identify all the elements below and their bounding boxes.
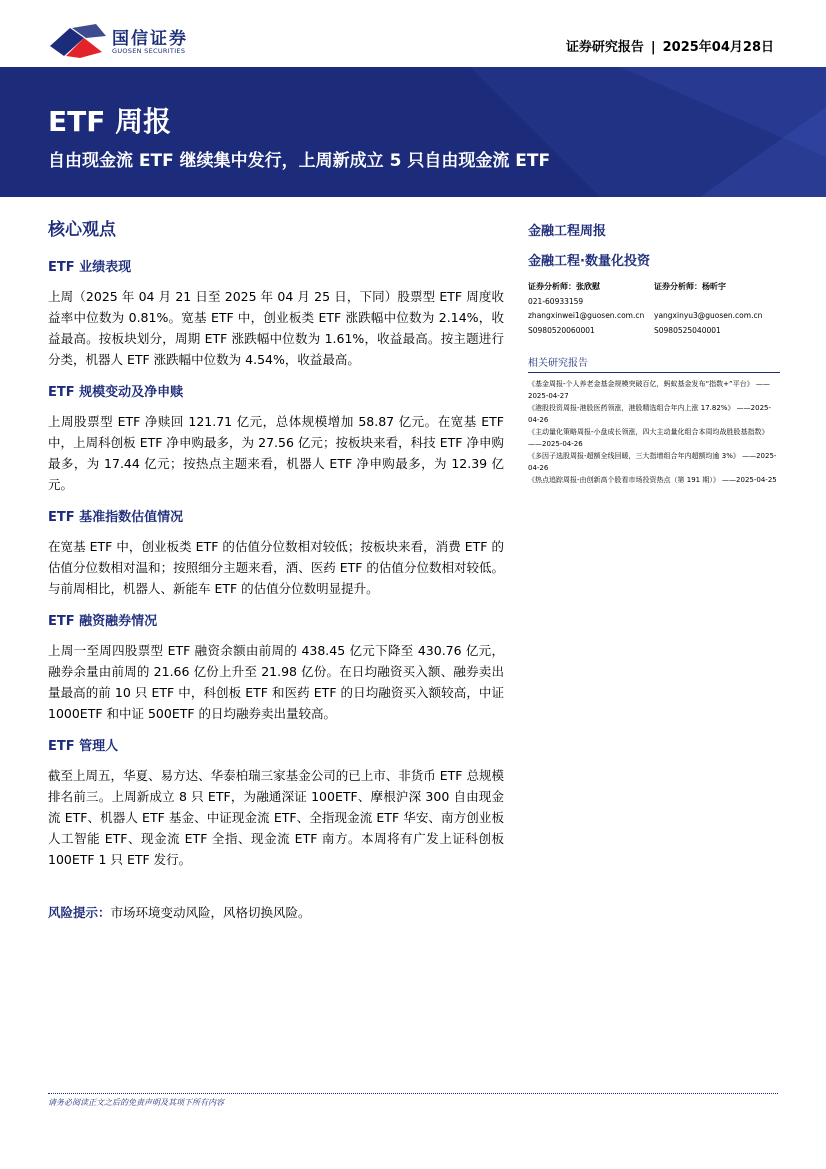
- analyst-cert: S0980520060001: [528, 325, 595, 335]
- meta-separator: |: [650, 40, 656, 55]
- logo-text-cn: 国信证券: [112, 29, 188, 49]
- analyst-phone: [654, 295, 780, 310]
- section-title: ETF 基准指数估值情况: [48, 510, 184, 525]
- analyst-phone: 021-60933159: [528, 296, 584, 306]
- analyst-card: [654, 280, 780, 338]
- footer-divider: [48, 1093, 778, 1094]
- section-title: ETF 业绩表现: [48, 260, 132, 275]
- related-report-link[interactable]: 《多因子选股周报-超额全线回暖，三大指增组合年内超额均逾 3%》 ——2025-04-26: [528, 452, 777, 472]
- analyst-name: 杨昕宇: [702, 282, 726, 291]
- core-views-heading: 核心观点: [48, 220, 116, 240]
- report-subtitle: 自由现金流 ETF 继续集中发行，上周新成立 5 只自由现金流 ETF: [48, 151, 551, 171]
- risk-label: 风险提示：: [48, 905, 111, 920]
- guosen-logo-icon: [50, 22, 108, 58]
- section-text: 截至上周五，华夏、易方达、华泰柏瑞三家基金公司的已上市、非货币 ETF 总规模排名前三。上周新成立 8 只 ETF，为融通深证 100ETF、摩根沪深 300 自由现金流 ETF、机器人 ETF 基金、中证现金流 ETF、全指现金流 ETF 华安、南方创业板人工智能 ETF、现金流 ETF 全指、现金流 ETF 南方。本周将有广发上证科创板 100ETF 1 只 ETF 发行。: [48, 768, 504, 867]
- analyst-name-line: [654, 280, 780, 295]
- report-meta: [566, 36, 774, 55]
- analyst-role: 证券分析师：: [654, 282, 702, 291]
- analyst-name-line: [528, 280, 654, 295]
- related-report-link[interactable]: 《港股投资周报-港股医药领涨，港股精选组合年内上涨 17.82%》 ——2025-04-26: [528, 404, 772, 424]
- report-type: 证券研究报告: [565, 40, 644, 55]
- related-reports-heading: 相关研究报告: [528, 354, 780, 373]
- report-subcategory: 金融工程·数量化投资: [528, 254, 650, 269]
- section-text: 在宽基 ETF 中，创业板类 ETF 的估值分位数相对较低；按板块来看，消费 ETF 的估值分位数相对温和；按照细分主题来看，酒、医药 ETF 的估值分位数相对较低。与前周相比，机器人、新能车 ETF 的估值分位数明显提升。: [48, 539, 504, 596]
- report-date: 2025年04月28日: [662, 40, 774, 55]
- analyst-card: [528, 280, 654, 338]
- section-title: ETF 融资融券情况: [48, 614, 158, 629]
- section-text: 上周（2025 年 04 月 21 日至 2025 年 04 月 25 日，下同）股票型 ETF 周度收益率中位数为 0.81%。宽基 ETF 中，创业板类 ETF 涨跌幅中位数为 2.14%，收益最高。按板块划分，周期 ETF 涨跌幅中位数为 1.61%，收益最高。按主题进行分类，机器人 ETF 涨跌幅中位数为 4.54%，收益最高。: [48, 289, 504, 367]
- analyst-cert: S0980525040001: [654, 325, 721, 335]
- analyst-email[interactable]: yangxinyu3@guosen.com.cn: [654, 311, 763, 320]
- risk-text: 市场环境变动风险，风格切换风险。: [110, 905, 311, 920]
- company-logo: [50, 22, 200, 60]
- footer-disclaimer: 请务必阅读正文之后的免责声明及其项下所有内容: [48, 1098, 224, 1107]
- report-title: ETF 周报: [48, 105, 172, 138]
- related-report-link[interactable]: 《基金周报-个人养老金基金规模突破百亿，蚂蚁基金发布“指数+”平台》 ——2025-04-27: [528, 380, 770, 400]
- section-text: 上周一至周四股票型 ETF 融资余额由前周的 438.45 亿元下降至 430.76 亿元，融券余量由前周的 21.66 亿份上升至 21.98 亿份。在日均融资买入额、融券卖出量最高的前 10 只 ETF 中，科创板 ETF 和医药 ETF 的日均融资买入额较高，中证 1000ETF 和中证 500ETF 的日均融券卖出量较高。: [48, 643, 504, 721]
- related-report-link[interactable]: 《主动量化策略周报-小盘成长领涨，四大主动量化组合本周均战胜股基指数》 ——2025-04-26: [528, 428, 769, 448]
- main-content: [48, 215, 504, 923]
- section-title: ETF 规模变动及净申赎: [48, 385, 184, 400]
- report-category: 金融工程周报: [528, 224, 607, 239]
- title-banner: [0, 67, 826, 197]
- risk-warning: [48, 902, 504, 923]
- analyst-block: [528, 280, 780, 338]
- related-reports-list: [528, 379, 780, 487]
- section-text: 上周股票型 ETF 净赎回 121.71 亿元，总体规模增加 58.87 亿元。在宽基 ETF 中，上周科创板 ETF 净申购最多，为 27.56 亿元；按板块来看，科技 ETF 净申购最多，为 17.44 亿元；按热点主题来看，机器人 ETF 净申购最多，为 12.39 亿元。: [48, 414, 504, 492]
- analyst-name: 张欣慰: [576, 282, 600, 291]
- analyst-role: 证券分析师：: [528, 282, 576, 291]
- related-report-link[interactable]: 《热点追踪周报-由创新高个股看市场投资热点（第 191 期）》 ——2025-04-25: [528, 476, 777, 484]
- sidebar: [528, 220, 780, 488]
- logo-text-en: GUOSEN SECURITIES: [112, 47, 186, 55]
- analyst-email[interactable]: zhangxinwei1@guosen.com.cn: [528, 311, 645, 320]
- section-title: ETF 管理人: [48, 739, 119, 754]
